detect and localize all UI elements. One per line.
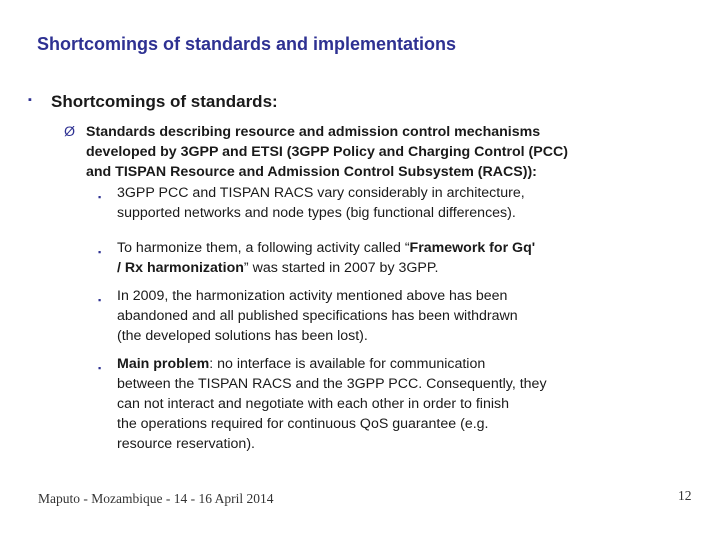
text-fragment: : no interface is available for communication — [209, 356, 486, 372]
text-line: developed by 3GPP and ETSI (3GPP Policy and Charging Control (PCC) — [86, 144, 568, 160]
text-line: can not interact and negotiate with each other in order to finish — [117, 396, 509, 412]
square-bullet-icon: ▪ — [98, 247, 102, 257]
level1-text: Shortcomings of standards: — [51, 92, 278, 111]
text-line: 3GPP PCC and TISPAN RACS vary considerably in architecture, — [117, 185, 525, 201]
text-fragment: ” was started in 2007 by 3GPP. — [243, 260, 439, 276]
text-line — [117, 354, 657, 374]
text-fragment: To harmonize them, a following activity called “ — [117, 240, 410, 256]
square-bullet-icon: ▪ — [98, 295, 102, 305]
square-bullet-icon: ▪ — [98, 363, 102, 373]
bold-text-fragment: / Rx harmonization — [117, 260, 244, 276]
text-line: abandoned and all published specifications has been withdrawn — [117, 308, 518, 324]
text-line: between the TISPAN RACS and the 3GPP PCC. Consequently, they — [117, 376, 547, 392]
slide-title: Shortcomings of standards and implementations — [37, 34, 457, 54]
level3-text — [117, 354, 657, 454]
level2-text — [86, 122, 656, 182]
page-number: 12 — [678, 488, 692, 503]
bold-text-fragment: Framework for Gq' — [409, 240, 536, 256]
level3-text — [117, 286, 657, 346]
bold-text-fragment: Main problem — [117, 356, 210, 372]
text-line: the operations required for continuous QoS guarantee (e.g. — [117, 416, 489, 432]
text-line: supported networks and node types (big functional differences). — [117, 205, 516, 221]
level3-text — [117, 238, 657, 278]
square-bullet-icon: ▪ — [98, 192, 102, 202]
arrow-bullet-icon: Ø — [64, 124, 76, 140]
square-bullet-icon: ▪ — [28, 94, 32, 106]
text-line: Standards describing resource and admission control mechanisms — [86, 124, 541, 140]
text-line — [117, 238, 657, 258]
text-line: resource reservation). — [117, 436, 255, 452]
text-line — [117, 258, 657, 278]
footer-text: Maputo - Mozambique - 14 - 16 April 2014 — [38, 491, 274, 506]
text-line: (the developed solutions has been lost). — [117, 328, 368, 344]
text-line: and TISPAN Resource and Admission Control Subsystem (RACS)): — [86, 164, 537, 180]
text-line: In 2009, the harmonization activity mentioned above has been — [117, 288, 508, 304]
level3-text — [117, 183, 657, 223]
